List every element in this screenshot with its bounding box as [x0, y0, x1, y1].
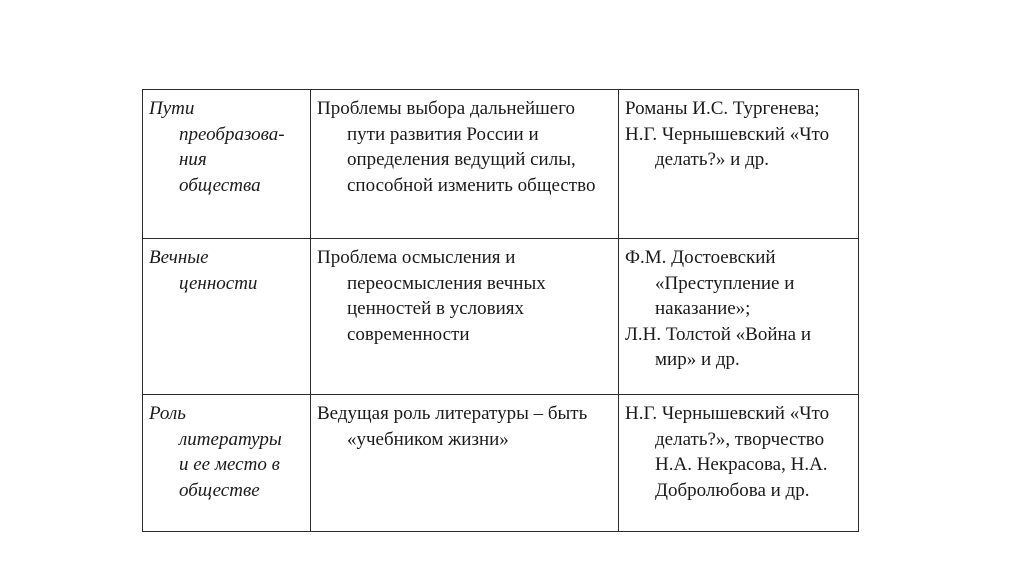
topic-line: литературы	[179, 428, 282, 450]
topic-line: ценности	[179, 272, 258, 294]
problem-cell	[311, 239, 619, 395]
literature-topics-table	[142, 89, 859, 532]
works-item: Романы И.С. Тургенева;	[625, 98, 820, 119]
works-item: Н.Г. Чернышевский «Что делать?», творчество Н.А. Некрасова, Н.А. Добролюбова и др.	[625, 403, 830, 501]
topic-line: преобразова-	[179, 123, 285, 145]
problem-text: Проблемы выбора дальнейшего пути развития России и определения ведущий силы, способной изменить общество	[317, 98, 596, 196]
topic-cell	[143, 395, 311, 532]
works-cell	[619, 90, 859, 239]
topic-line: обществе	[179, 479, 260, 501]
document-table-container	[142, 89, 859, 532]
problem-cell	[311, 395, 619, 532]
works-cell	[619, 395, 859, 532]
works-item: Ф.М. Достоевский «Преступление и наказание»;	[625, 247, 795, 319]
problem-text: Проблема осмысления и переосмысления вечных ценностей в условиях современности	[317, 247, 546, 345]
topic-cell	[143, 90, 311, 239]
topic-line: Пути	[149, 98, 195, 119]
table-row	[143, 239, 859, 395]
topic-line: Роль	[149, 403, 186, 424]
topic-line: ния	[179, 149, 207, 170]
table-row	[143, 395, 859, 532]
works-item: Л.Н. Толстой «Война и мир» и др.	[625, 323, 812, 370]
topic-line: и ее место в	[179, 454, 280, 475]
topic-line: Вечные	[149, 247, 209, 268]
works-item: Н.Г. Чернышевский «Что делать?» и др.	[625, 123, 830, 170]
topic-cell	[143, 239, 311, 395]
problem-cell	[311, 90, 619, 239]
table-row	[143, 90, 859, 239]
problem-text: Ведущая роль литературы – быть «учебником жизни»	[317, 403, 588, 450]
works-cell	[619, 239, 859, 395]
topic-line: общества	[179, 174, 261, 196]
